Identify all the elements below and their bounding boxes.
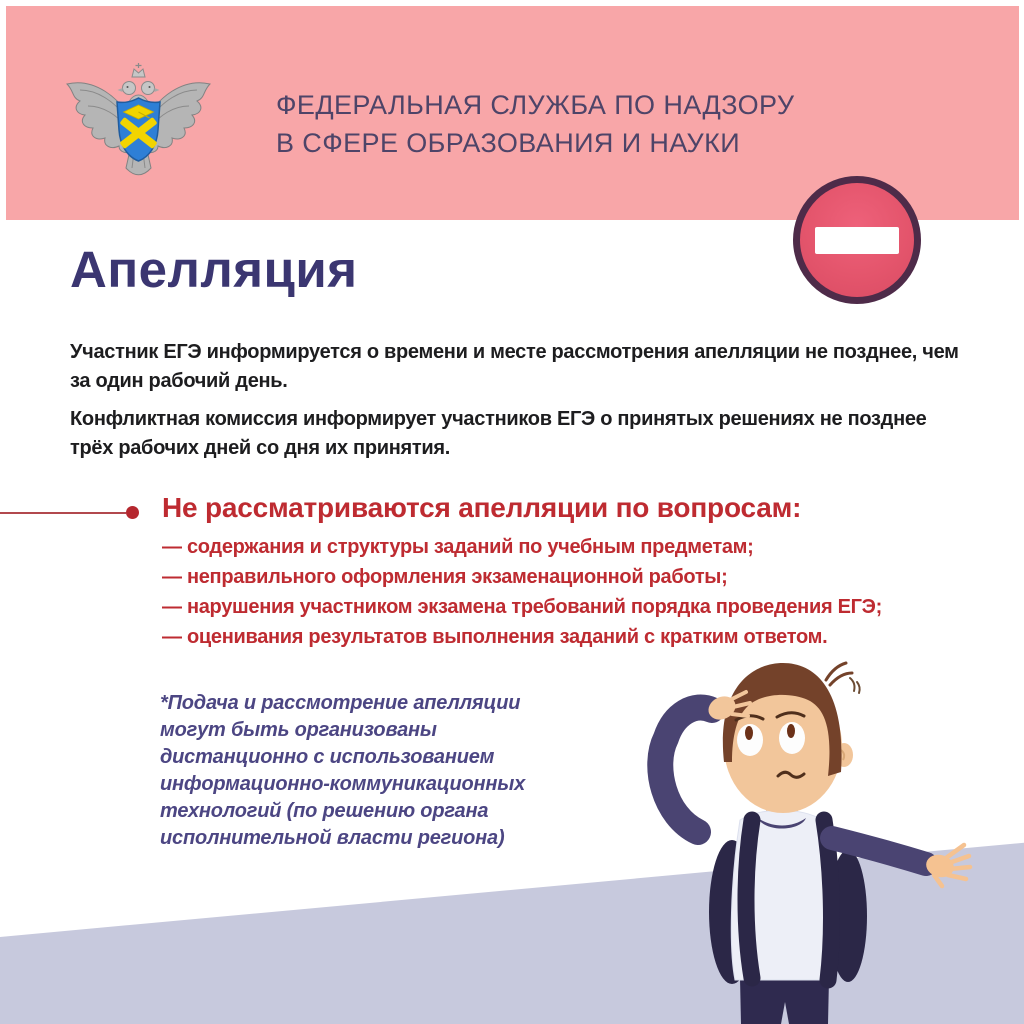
list-item: — неправильного оформления экзаменационной работы; [162,566,728,588]
scratch-marks [850,678,860,693]
section-marker-line [0,512,126,514]
no-entry-bar [815,227,899,254]
footnote: *Подача и рассмотрение апелляции могут быть организованы дистанционно с использованием информационно-коммуникационных технологий (по решению органа исполнительной власти региона) [160,692,526,849]
intro-paragraphs [70,338,965,472]
list-item: — содержания и структуры заданий по учебным предметам; [162,536,754,558]
section-marker-dot [126,506,139,519]
intro-paragraph-1: Участник ЕГЭ информируется о времени и месте рассмотрения апелляции не позднее, чем за один рабочий день. [70,341,959,392]
backpack-strap-left [746,820,752,978]
exclusions-list [162,537,882,657]
intro-paragraph-2: Конфликтная комиссия информирует участников ЕГЭ о принятых решениях не позднее трёх рабочих дней со дня их принятия. [70,408,927,459]
section-heading: Не рассматриваются апелляции по вопросам: [162,492,802,523]
org-name-line2: В СФЕРЕ ОБРАЗОВАНИЯ И НАУКИ [276,128,741,158]
pupil-left [745,726,753,740]
page-title: Апелляция [70,241,358,298]
no-entry-icon [793,176,921,304]
confused-student-illustration [640,650,1016,1024]
org-name-line1: ФЕДЕРАЛЬНАЯ СЛУЖБА ПО НАДЗОРУ [276,90,795,120]
rosobrnadzor-emblem-icon [62,58,215,183]
list-item: — нарушения участником экзамена требований порядка проведения ЕГЭ; [162,596,882,618]
pupil-right [787,724,795,738]
eagle-heads [118,63,160,95]
list-item: — оценивания результатов выполнения заданий с кратким ответом. [162,626,828,648]
org-name [276,86,794,162]
